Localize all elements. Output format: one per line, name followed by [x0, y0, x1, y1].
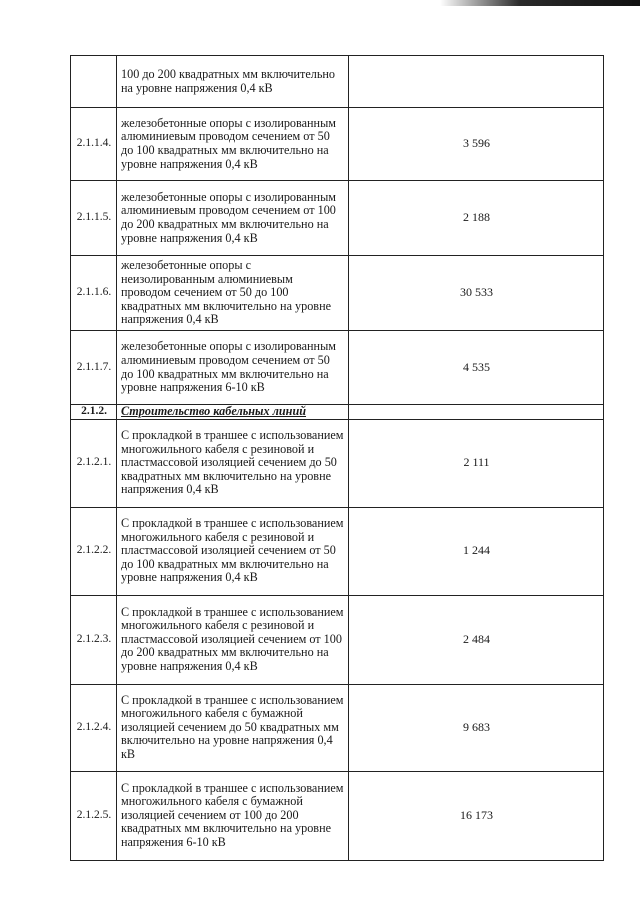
row-value: 2 484 [349, 595, 604, 684]
section-title: Строительство кабельных линий [117, 405, 349, 420]
row-number: 2.1.1.5. [71, 181, 117, 256]
row-number: 2.1.2.4. [71, 684, 117, 771]
row-number [71, 56, 117, 108]
tariff-table-body [71, 56, 604, 861]
table-row [71, 771, 604, 860]
row-number: 2.1.2.2. [71, 507, 117, 595]
row-value: 2 111 [349, 419, 604, 507]
row-number: 2.1.1.4. [71, 108, 117, 181]
table-row [71, 507, 604, 595]
row-value [349, 56, 604, 108]
row-description: железобетонные опоры с изолированным алюминиевым проводом сечением от 100 до 200 квадратных мм включительно на уровне напряжения 0,4 кВ [117, 181, 349, 256]
table-row [71, 684, 604, 771]
row-description: железобетонные опоры с изолированным алюминиевым проводом сечением от 50 до 100 квадратных мм включительно на уровне напряжения 6-10 кВ [117, 331, 349, 405]
table-row [71, 595, 604, 684]
row-number: 2.1.1.6. [71, 256, 117, 331]
table-row [71, 181, 604, 256]
row-description: С прокладкой в траншее с использованием многожильного кабеля с резиновой и пластмассовой изоляцией сечением от 100 до 200 квадратных мм включительно на уровне напряжения 0,4 кВ [117, 595, 349, 684]
row-description: С прокладкой в траншее с использованием многожильного кабеля с бумажной изоляцией сечением от 100 до 200 квадратных мм включительно на уровне напряжения 6-10 кВ [117, 771, 349, 860]
scan-edge-mark [440, 0, 640, 6]
tariff-table [70, 55, 604, 861]
section-heading-row [71, 405, 604, 420]
row-number: 2.1.1.7. [71, 331, 117, 405]
row-value: 4 535 [349, 331, 604, 405]
table-row [71, 56, 604, 108]
row-description: железобетонные опоры с неизолированным алюминиевым проводом сечением от 50 до 100 квадратных мм включительно на уровне напряжения 0,4 кВ [117, 256, 349, 331]
table-row [71, 419, 604, 507]
section-number: 2.1.2. [71, 405, 117, 420]
row-value: 2 188 [349, 181, 604, 256]
row-number: 2.1.2.1. [71, 419, 117, 507]
row-value: 3 596 [349, 108, 604, 181]
row-value [349, 405, 604, 420]
row-number: 2.1.2.5. [71, 771, 117, 860]
row-description: 100 до 200 квадратных мм включительно на уровне напряжения 0,4 кВ [117, 56, 349, 108]
row-value: 30 533 [349, 256, 604, 331]
row-number: 2.1.2.3. [71, 595, 117, 684]
row-value: 1 244 [349, 507, 604, 595]
table-row [71, 256, 604, 331]
row-value: 9 683 [349, 684, 604, 771]
row-value: 16 173 [349, 771, 604, 860]
row-description: С прокладкой в траншее с использованием многожильного кабеля с резиновой и пластмассовой изоляцией сечением до 50 квадратных мм включительно на уровне напряжения 0,4 кВ [117, 419, 349, 507]
table-row [71, 108, 604, 181]
row-description: С прокладкой в траншее с использованием многожильного кабеля с резиновой и пластмассовой изоляцией сечением от 50 до 100 квадратных мм включительно на уровне напряжения 0,4 кВ [117, 507, 349, 595]
row-description: С прокладкой в траншее с использованием многожильного кабеля с бумажной изоляцией сечением до 50 квадратных мм включительно на уровне напряжения 0,4 кВ [117, 684, 349, 771]
row-description: железобетонные опоры с изолированным алюминиевым проводом сечением от 50 до 100 квадратных мм включительно на уровне напряжения 0,4 кВ [117, 108, 349, 181]
table-row [71, 331, 604, 405]
